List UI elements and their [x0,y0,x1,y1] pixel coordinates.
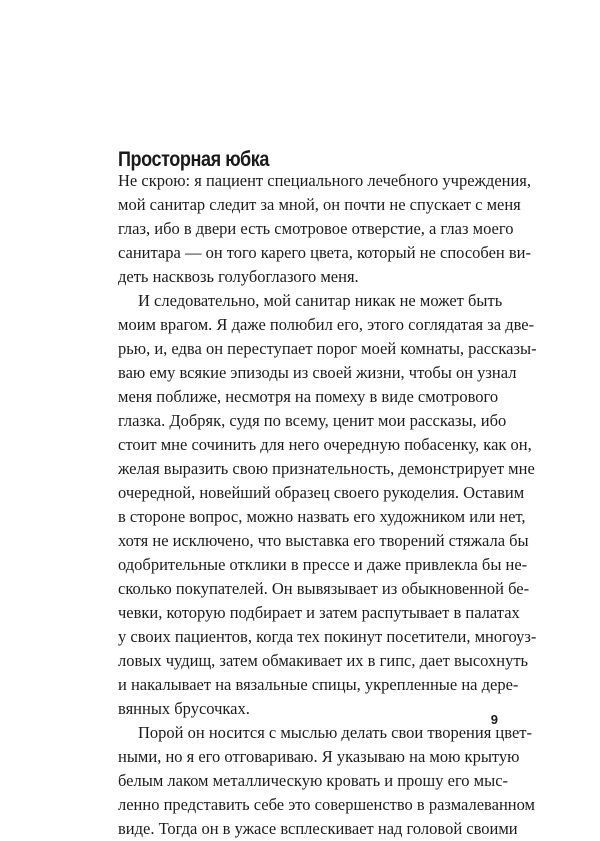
text-line: очередной, новейший образец своего рукоделия. Оставим [118,483,525,502]
text-line: ловых чудищ, затем обмакивает их в гипс, дает высохнуть [118,651,529,670]
text-line: санитара — он того карего цвета, который не способен ви- [118,243,531,262]
text-line: чевки, которую подбирает и затем распутывает в палатах [118,603,520,622]
text-line: в стороне вопрос, можно назвать его художником или нет, [118,507,526,526]
text-line: глазка. Добряк, судя по всему, ценит мои рассказы, ибо [118,411,507,430]
text-line: И следовательно, мой санитар никак не может быть [138,291,503,310]
text-line: меня поближе, несмотря на помеху в виде смотрового [118,387,499,406]
text-line: ными, но я его отговариваю. Я указываю на мою крытую [118,747,520,766]
text-line: у своих пациентов, когда тех покинут посетители, многоуз- [118,627,537,646]
text-line: вянных брусочках. [118,699,250,718]
body-text [118,169,537,841]
text-line: Не скрою: я пациент специального лечебного учреждения, [118,171,532,190]
text-line: виде. Тогда он в ужасе всплескивает над головой своими [118,819,518,838]
page-number: 9 [490,712,498,727]
text-line: белым лаком металлическую кровать и прошу его мыс- [118,771,509,790]
text-line: ваю ему всякие эпизоды из своей жизни, чтобы он узнал [118,363,517,382]
text-line: глаз, ибо в двери есть смотровое отверстие, а глаз моего [118,219,514,238]
text-line: мой санитар следит за мной, он почти не спускает с меня [118,195,521,214]
text-line: и накалывает на вязальные спицы, укрепленные на дере- [118,675,519,694]
text-line: хотя не исключено, что выставка его творений стяжала бы [118,531,529,550]
text-line: одобрительные отклики в прессе и даже привлекла бы не- [118,555,528,574]
chapter-title: Просторная юбка [118,148,270,171]
text-line: моим врагом. Я даже полюбил его, этого соглядатая за две- [118,315,535,334]
text-line: ленно представить себе это совершенство в размалеванном [118,795,535,814]
text-line: Порой он носится с мыслью делать свои творения цвет- [138,723,532,742]
text-line: рью, и, едва он переступает порог моей комнаты, рассказы- [118,339,537,358]
text-line: желая выразить свою признательность, демонстрирует мне [118,459,535,478]
text-line: деть насквозь голубоглазого меня. [118,267,359,286]
text-line: сколько покупателей. Он вывязывает из обыкновенной бе- [118,579,530,598]
text-line: стоит мне сочинить для него очередную побасенку, как он, [118,435,532,454]
